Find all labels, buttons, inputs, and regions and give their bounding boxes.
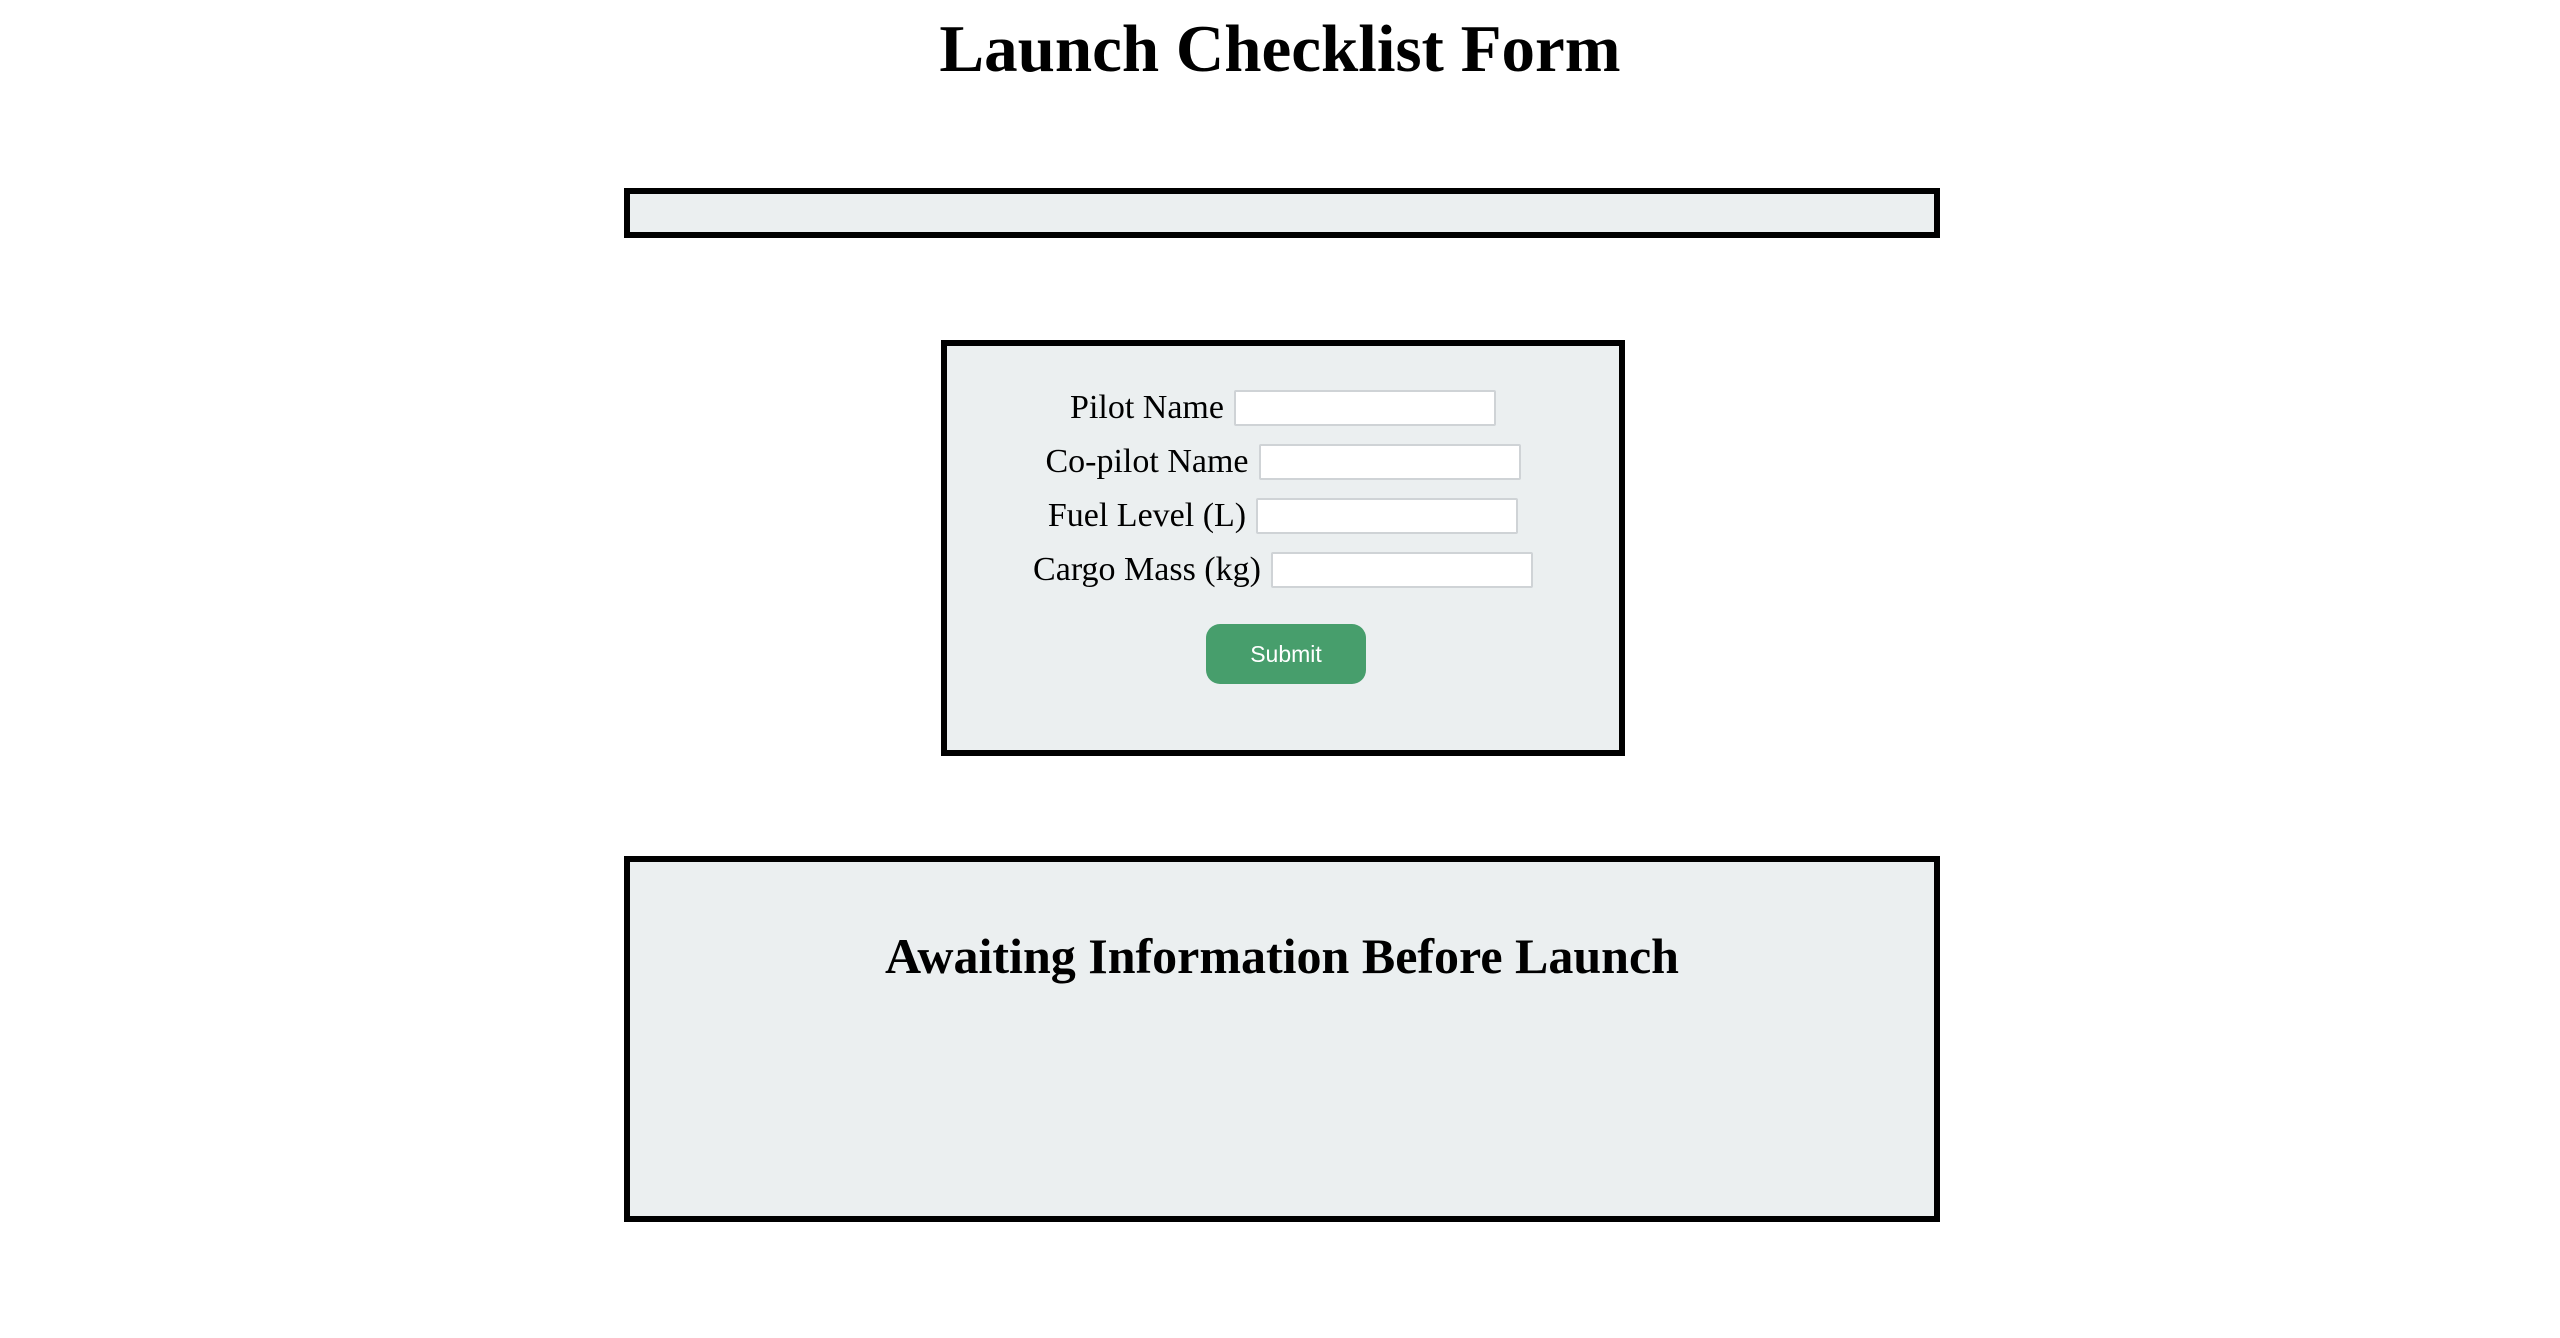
copilot-name-input[interactable] bbox=[1259, 444, 1521, 480]
submit-button[interactable]: Submit bbox=[1206, 624, 1366, 684]
cargo-mass-input[interactable] bbox=[1271, 552, 1533, 588]
launch-status-heading: Awaiting Information Before Launch bbox=[885, 928, 1679, 984]
copilot-name-row bbox=[947, 437, 1619, 487]
fuel-level-input[interactable] bbox=[1256, 498, 1518, 534]
pilot-name-label: Pilot Name bbox=[1070, 389, 1224, 426]
launch-status-panel bbox=[624, 856, 1940, 1222]
pilot-name-row bbox=[947, 383, 1619, 433]
page-title: Launch Checklist Form bbox=[939, 12, 1621, 86]
launch-form bbox=[941, 340, 1625, 756]
mission-target-panel bbox=[624, 188, 1940, 238]
fuel-level-label: Fuel Level (L) bbox=[1047, 497, 1247, 534]
cargo-mass-row bbox=[947, 545, 1619, 595]
cargo-mass-label: Cargo Mass (kg) bbox=[1033, 551, 1261, 588]
copilot-name-label: Co-pilot Name bbox=[1045, 443, 1249, 480]
pilot-name-input[interactable] bbox=[1234, 390, 1496, 426]
fuel-level-row bbox=[947, 491, 1619, 541]
